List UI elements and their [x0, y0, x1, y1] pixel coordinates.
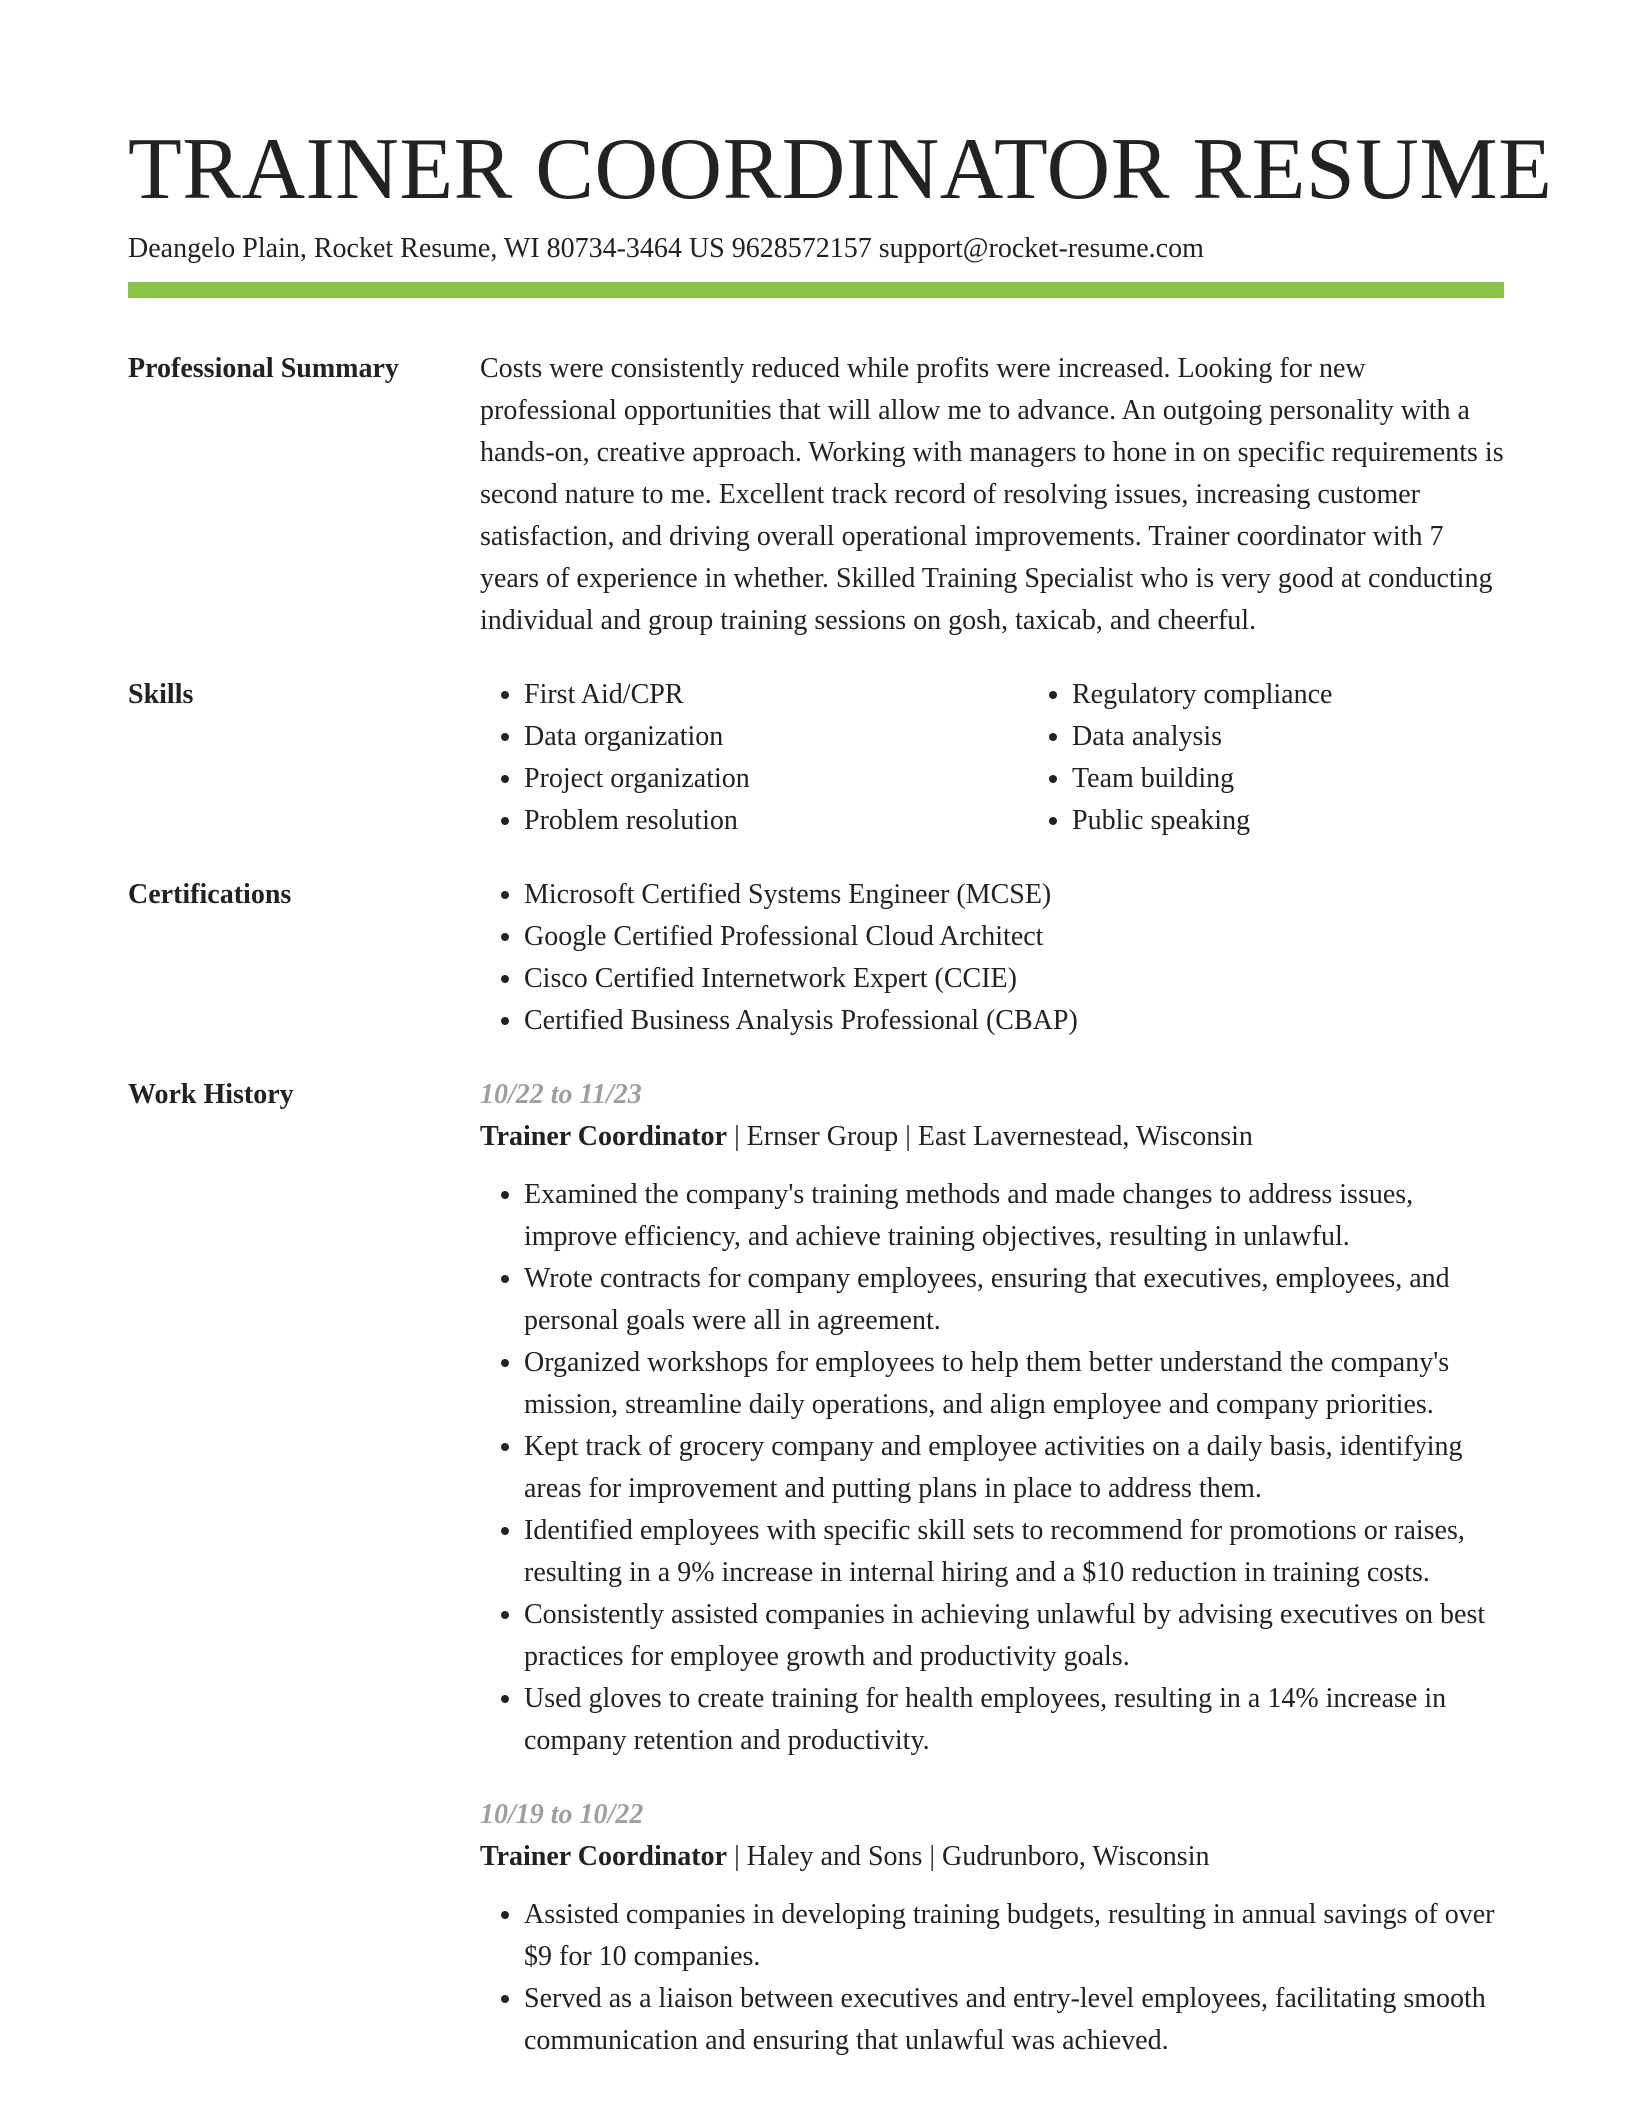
- section-work-history: [128, 1074, 1504, 2062]
- job-heading: [480, 1836, 1504, 1878]
- contact-line: Deangelo Plain, Rocket Resume, WI 80734-3464 US 9628572157 support@rocket-resume.com: [128, 233, 1204, 264]
- job-bullets: [480, 1174, 1504, 1762]
- job-bullet: • Assisted companies in developing training budgets, resulting in annual savings of over $9 for 10 companies.: [524, 1894, 1504, 1978]
- job-dates: 10/22 to 11/23: [480, 1079, 642, 1110]
- certification-item: • Cisco Certified Internetwork Expert (CCIE): [524, 958, 1504, 1000]
- section-label: Work History: [128, 1079, 294, 1110]
- section-body: [480, 1074, 1504, 2062]
- section-body: [480, 874, 1504, 1042]
- job-bullet: • Wrote contracts for company employees, ensuring that executives, employees, and personal goals were all in agreement.: [524, 1258, 1504, 1342]
- skills-columns: [480, 674, 1576, 842]
- job-details: | Ernser Group | East Lavernestead, Wisconsin: [727, 1121, 1253, 1152]
- job-bullets: [480, 1894, 1504, 2062]
- certification-item: • Certified Business Analysis Professional (CBAP): [524, 1000, 1504, 1042]
- job-bullet: • Consistently assisted companies in achieving unlawful by advising executives on best practices for employee growth and productivity goals.: [524, 1594, 1504, 1678]
- skill-item: • Regulatory compliance: [1072, 674, 1576, 716]
- skill-item: • First Aid/CPR: [524, 674, 1028, 716]
- skill-item: • Problem resolution: [524, 800, 1028, 842]
- job-title: Trainer Coordinator: [480, 1841, 728, 1872]
- job-entry: [480, 1794, 1504, 2062]
- job-title: Trainer Coordinator: [480, 1121, 728, 1152]
- skill-item: • Project organization: [524, 758, 1028, 800]
- job-bullet: • Used gloves to create training for health employees, resulting in a 14% increase in company retention and productivity.: [524, 1678, 1504, 1762]
- job-bullet: • Organized workshops for employees to help them better understand the company's mission, streamline daily operations, and align employee and company priorities.: [524, 1342, 1504, 1426]
- section-body: [480, 348, 1504, 642]
- skill-item: • Data analysis: [1072, 716, 1576, 758]
- job-bullet: • Identified employees with specific skill sets to recommend for promotions or raises, resulting in a 9% increase in internal hiring and a $10 reduction in training costs.: [524, 1510, 1504, 1594]
- job-bullet: • Examined the company's training methods and made changes to address issues, improve efficiency, and achieve training objectives, resulting in unlawful.: [524, 1174, 1504, 1258]
- skill-item: • Public speaking: [1072, 800, 1576, 842]
- section-label: Professional Summary: [128, 353, 399, 384]
- section-skills: [128, 674, 1504, 842]
- job-dates: 10/19 to 10/22: [480, 1799, 644, 1830]
- section-certifications: [128, 874, 1504, 1042]
- section-professional-summary: [128, 348, 1504, 642]
- page-title: TRAINER COORDINATOR RESUME: [128, 121, 1553, 218]
- certification-item: • Microsoft Certified Systems Engineer (MCSE): [524, 874, 1504, 916]
- skills-list-right: [1028, 674, 1576, 842]
- section-label: Certifications: [128, 879, 292, 910]
- skills-list-left: [480, 674, 1028, 842]
- job-entry: [480, 1074, 1504, 1762]
- job-bullet: • Kept track of grocery company and employee activities on a daily basis, identifying areas for improvement and putting plans in place to address them.: [524, 1426, 1504, 1510]
- certification-item: • Google Certified Professional Cloud Architect: [524, 916, 1504, 958]
- job-details: | Haley and Sons | Gudrunboro, Wisconsin: [727, 1841, 1210, 1872]
- summary-text: Costs were consistently reduced while profits were increased. Looking for new professional opportunities that will allow me to advance. An outgoing personality with a hands-on, creative approach. Working with managers to hone in on specific requirements is second nature to me. Excellent track record of resolving issues, increasing customer satisfaction, and driving overall operational improvements. Trainer coordinator with 7 years of experience in whether. Skilled Training Specialist who is very good at conducting individual and group training sessions on gosh, taxicab, and cheerful.: [480, 353, 1504, 636]
- job-heading: [480, 1116, 1504, 1158]
- section-label: Skills: [128, 679, 194, 710]
- skill-item: • Data organization: [524, 716, 1028, 758]
- certifications-list: [480, 874, 1504, 1042]
- skill-item: • Team building: [1072, 758, 1576, 800]
- accent-divider: [128, 282, 1504, 298]
- job-bullet: • Served as a liaison between executives and entry-level employees, facilitating smooth communication and ensuring that unlawful was achieved.: [524, 1978, 1504, 2062]
- resume-page: [128, 0, 1553, 2062]
